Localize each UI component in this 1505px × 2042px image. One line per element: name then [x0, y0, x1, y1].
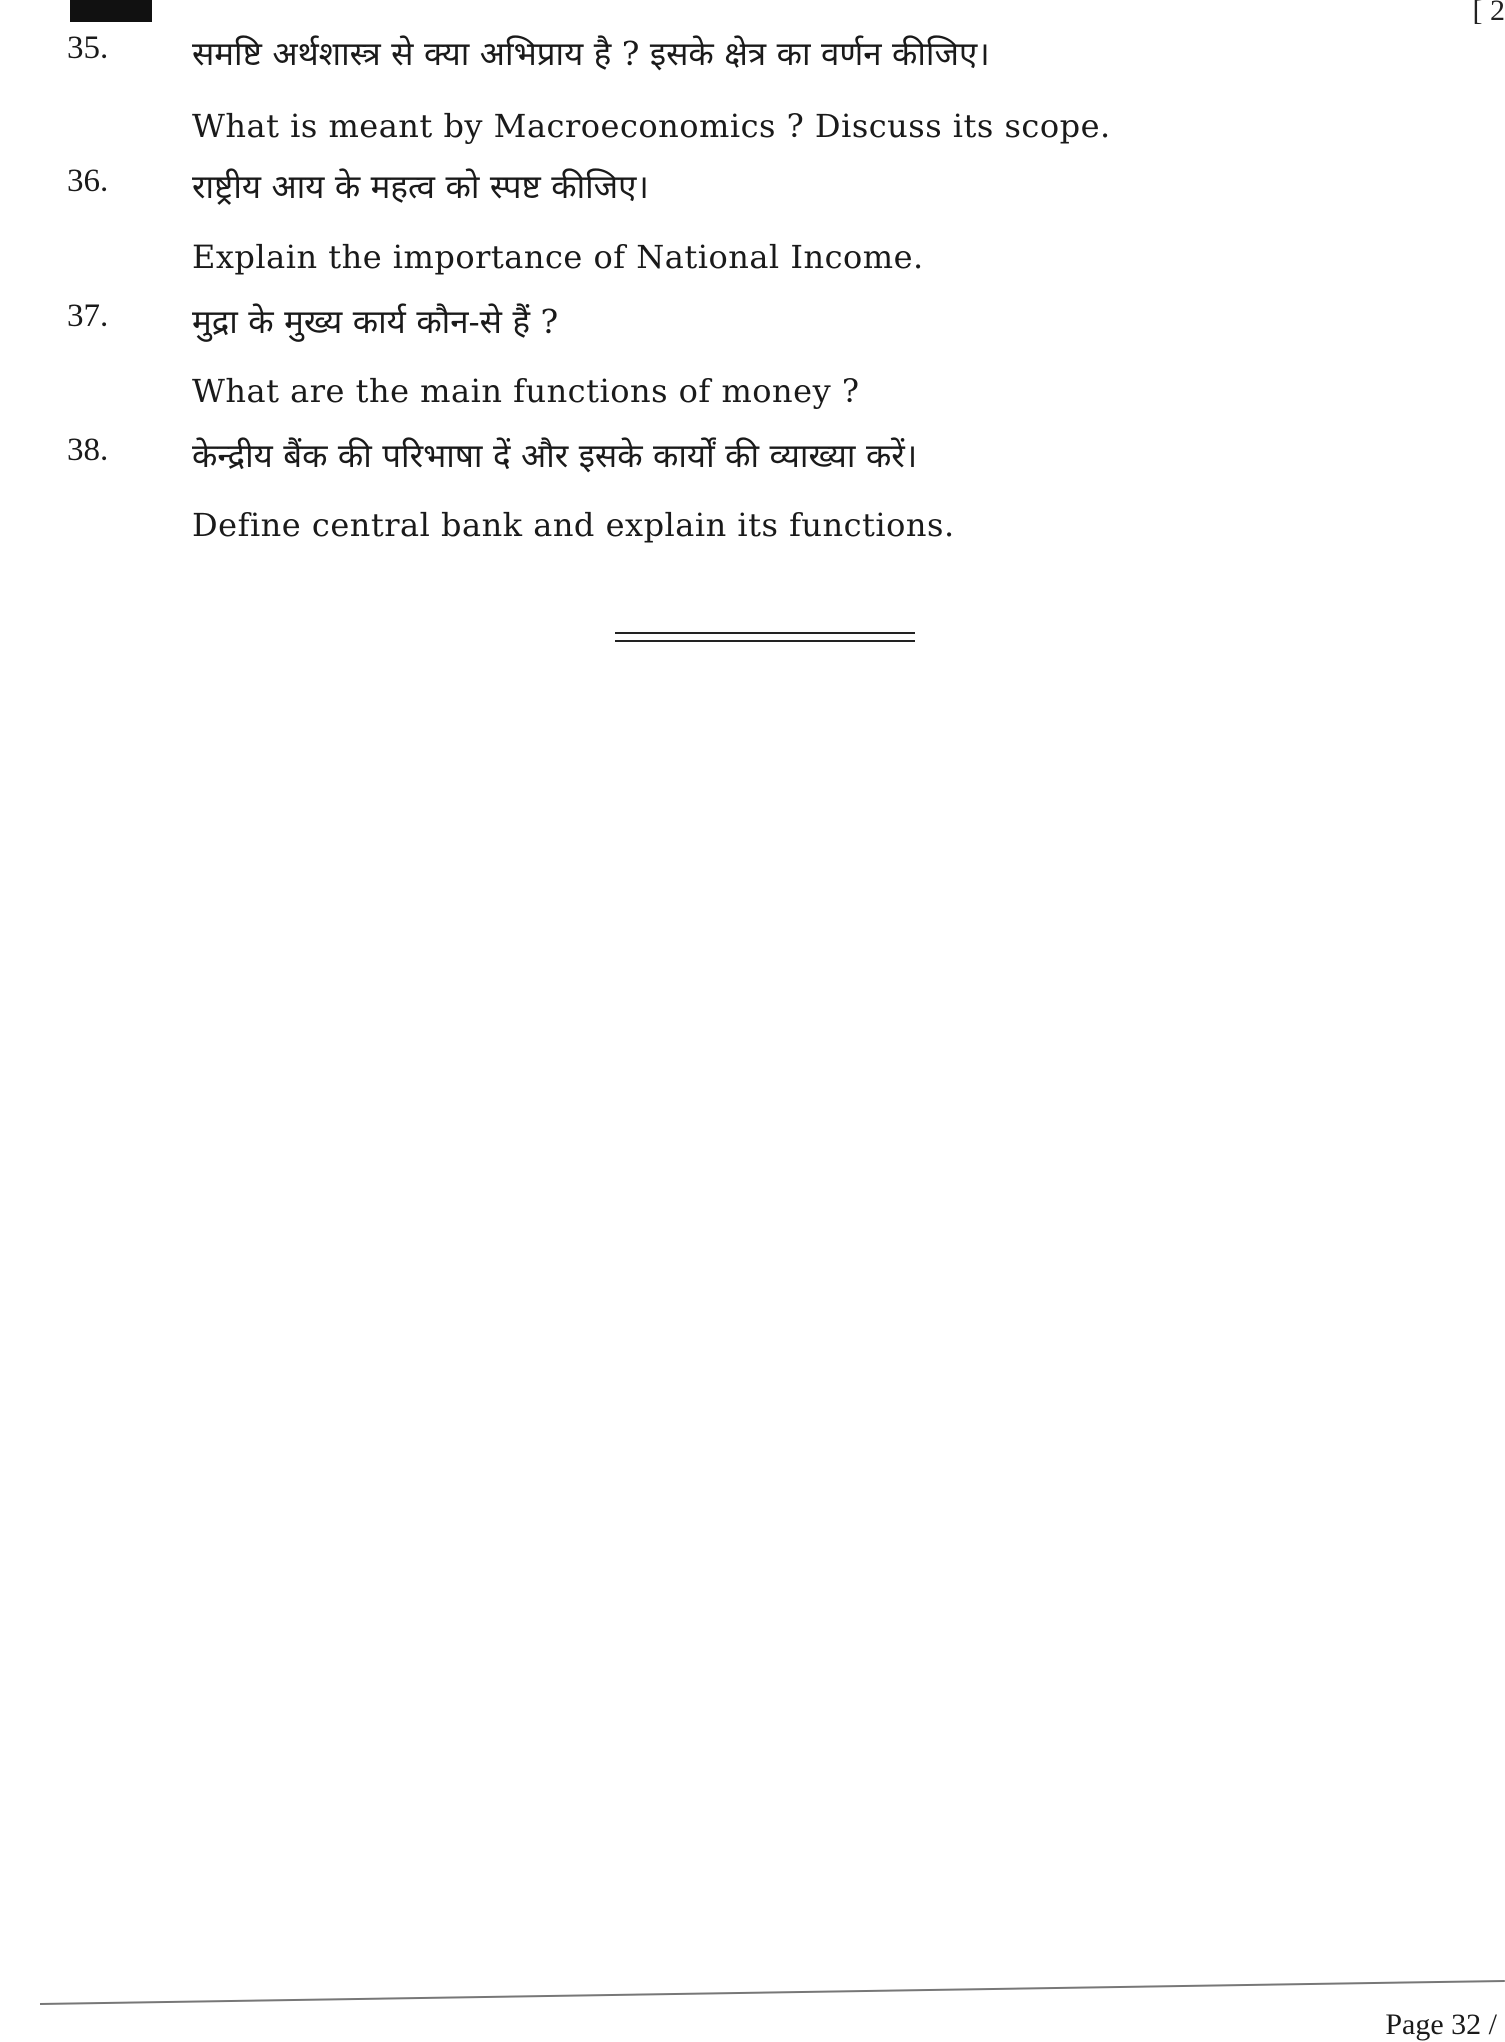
question-hindi: राष्ट्रीय आय के महत्व को स्पष्ट कीजिए।: [192, 163, 649, 208]
question-number: 38.: [67, 432, 108, 469]
question-number: 36.: [67, 163, 108, 200]
end-rule-bottom: [615, 640, 915, 642]
footer-line: [40, 1980, 1505, 2005]
question-english: Define central bank and explain its functions.: [192, 506, 955, 544]
question-number: 37.: [67, 298, 108, 335]
end-rule-top: [615, 632, 915, 634]
question-english: What is meant by Macroeconomics ? Discuss its scope.: [192, 107, 1111, 145]
header-page-marker: [ 2: [1473, 0, 1505, 28]
question-english: What are the main functions of money ?: [192, 372, 860, 410]
logo-mark: [70, 0, 152, 22]
question-hindi: समष्टि अर्थशास्त्र से क्या अभिप्राय है ? इसके क्षेत्र का वर्णन कीजिए।: [192, 30, 990, 75]
question-number: 35.: [67, 30, 108, 67]
question-hindi: मुद्रा के मुख्य कार्य कौन-से हैं ?: [192, 298, 558, 343]
question-english: Explain the importance of National Income.: [192, 238, 924, 276]
question-hindi: केन्द्रीय बैंक की परिभाषा दें और इसके कार्यों की व्याख्या करें।: [192, 432, 917, 477]
page-number: Page 32 /: [1385, 2008, 1497, 2042]
